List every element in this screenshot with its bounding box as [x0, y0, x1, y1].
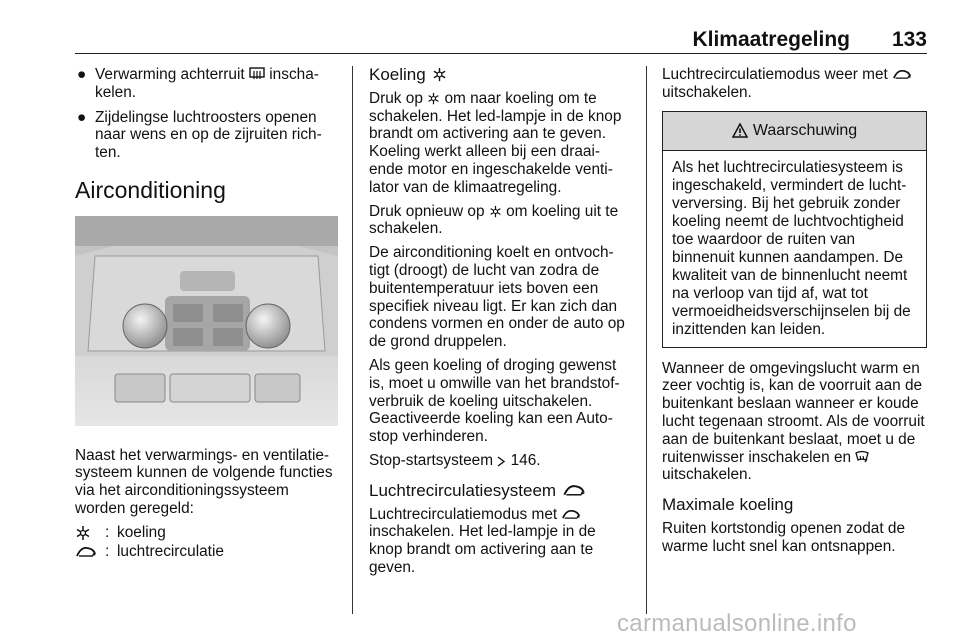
- cross-reference: Stop-startsysteem 146.: [369, 451, 541, 469]
- windshield-defrost-icon: [855, 450, 869, 464]
- column-2: [369, 66, 633, 583]
- column-divider: [352, 66, 353, 614]
- page-number: 133: [891, 28, 927, 51]
- legend-list: [75, 524, 338, 562]
- warning-header: Waarschuwing: [663, 112, 926, 151]
- rear-window-heat-icon: [249, 67, 265, 81]
- legend-item: : luchtrecirculatie: [75, 543, 338, 562]
- page-title: Klimaatregeling: [692, 28, 850, 51]
- paragraph: Als geen koeling of droging gewenst is, moet u omwille van het brandstof-verbruik de koeling uitschakelen. Geactiveerde koeling kan een Auto-stop verhinderen.: [369, 356, 620, 446]
- legend-item: : koeling: [75, 524, 338, 543]
- column-3: [662, 66, 927, 562]
- climate-panel-photo: [75, 216, 338, 426]
- paragraph: Druk op om naar koeling om te schakelen. Het led-lampje in de knop brandt om activering aan te geven. Koeling werkt alleen bij een draai-ende motor en ingeschakelde venti-lator van de klimaatregeling.: [369, 89, 622, 196]
- paragraph: Luchtrecirculatiemodus met inschakelen. Het led-lampje in de knop brandt om activering aan te geven.: [369, 505, 596, 576]
- page-reference-arrow-icon: [497, 456, 506, 467]
- recirculation-icon: [562, 483, 586, 498]
- paragraph: Druk opnieuw op om koeling uit te schakelen.: [369, 202, 619, 238]
- warning-triangle-icon: [732, 123, 748, 138]
- subsection-title-max-cooling: Maximale koeling: [662, 495, 794, 515]
- recirculation-icon: [75, 545, 97, 559]
- warning-body: Als het luchtrecirculatiesysteem is ingeschakeld, vermindert de lucht-verversing. Bij het gebruik zonder koeling neemt de luchtvochtigheid toe waardoor de ruiten van binnenuit kunnen aandampen. De kwaliteit van de binnenlucht neemt na verloop van tijd af, wat tot vermoeidheidsverschijnselen bij de inzittenden kan leiden.: [672, 158, 911, 338]
- page-header: [75, 26, 927, 50]
- header-rule: [75, 53, 927, 54]
- subsection-title-recirculation: Luchtrecirculatiesysteem: [369, 482, 633, 500]
- paragraph: De airconditioning koelt en ontvoch-tigt (droogt) de lucht van zodra de buitentemperatuur iets boven een specifiek niveau ligt. Er kan zich dan condens vormen en onder de auto op de grond druppelen.: [369, 244, 625, 351]
- footer-watermark: carmanualsonline.info: [617, 610, 857, 637]
- snowflake-icon: [432, 67, 447, 82]
- intro-paragraph: Naast het verwarmings- en ventilatie-systeem kunnen de volgende functies via het airconditioningssysteem worden geregeld:: [75, 446, 333, 517]
- column-divider: [646, 66, 647, 614]
- paragraph: Wanneer de omgevingslucht warm en zeer vochtig is, kan de voorruit aan de buitenkant beslaan wanneer er koude lucht tegenaan stroomt. Als de voorruit aan de buitenkant beslaat, moet u de ruitenwisser inschakelen en uitschakelen.: [662, 359, 925, 484]
- recirculation-icon: [561, 508, 581, 521]
- subsection-title-koeling: Koeling: [369, 66, 633, 84]
- section-title: Airconditioning: [75, 176, 226, 203]
- warning-box: [662, 111, 927, 348]
- snowflake-icon: [489, 205, 502, 218]
- snowflake-icon: [75, 525, 91, 541]
- paragraph: Ruiten kortstondig openen zodat de warme lucht snel kan ontsnappen.: [662, 519, 906, 555]
- column-1: [75, 66, 338, 562]
- bullet-item: ● Zijdelingse luchtroosters openen naar wens en op de zijruiten rich-ten.: [77, 108, 322, 162]
- snowflake-icon: [427, 92, 440, 105]
- bullet-item: ● Verwarming achterruit inscha-kelen.: [77, 66, 319, 101]
- paragraph: Luchtrecirculatiemodus weer met uitschakelen.: [662, 66, 927, 102]
- recirculation-icon: [892, 68, 912, 81]
